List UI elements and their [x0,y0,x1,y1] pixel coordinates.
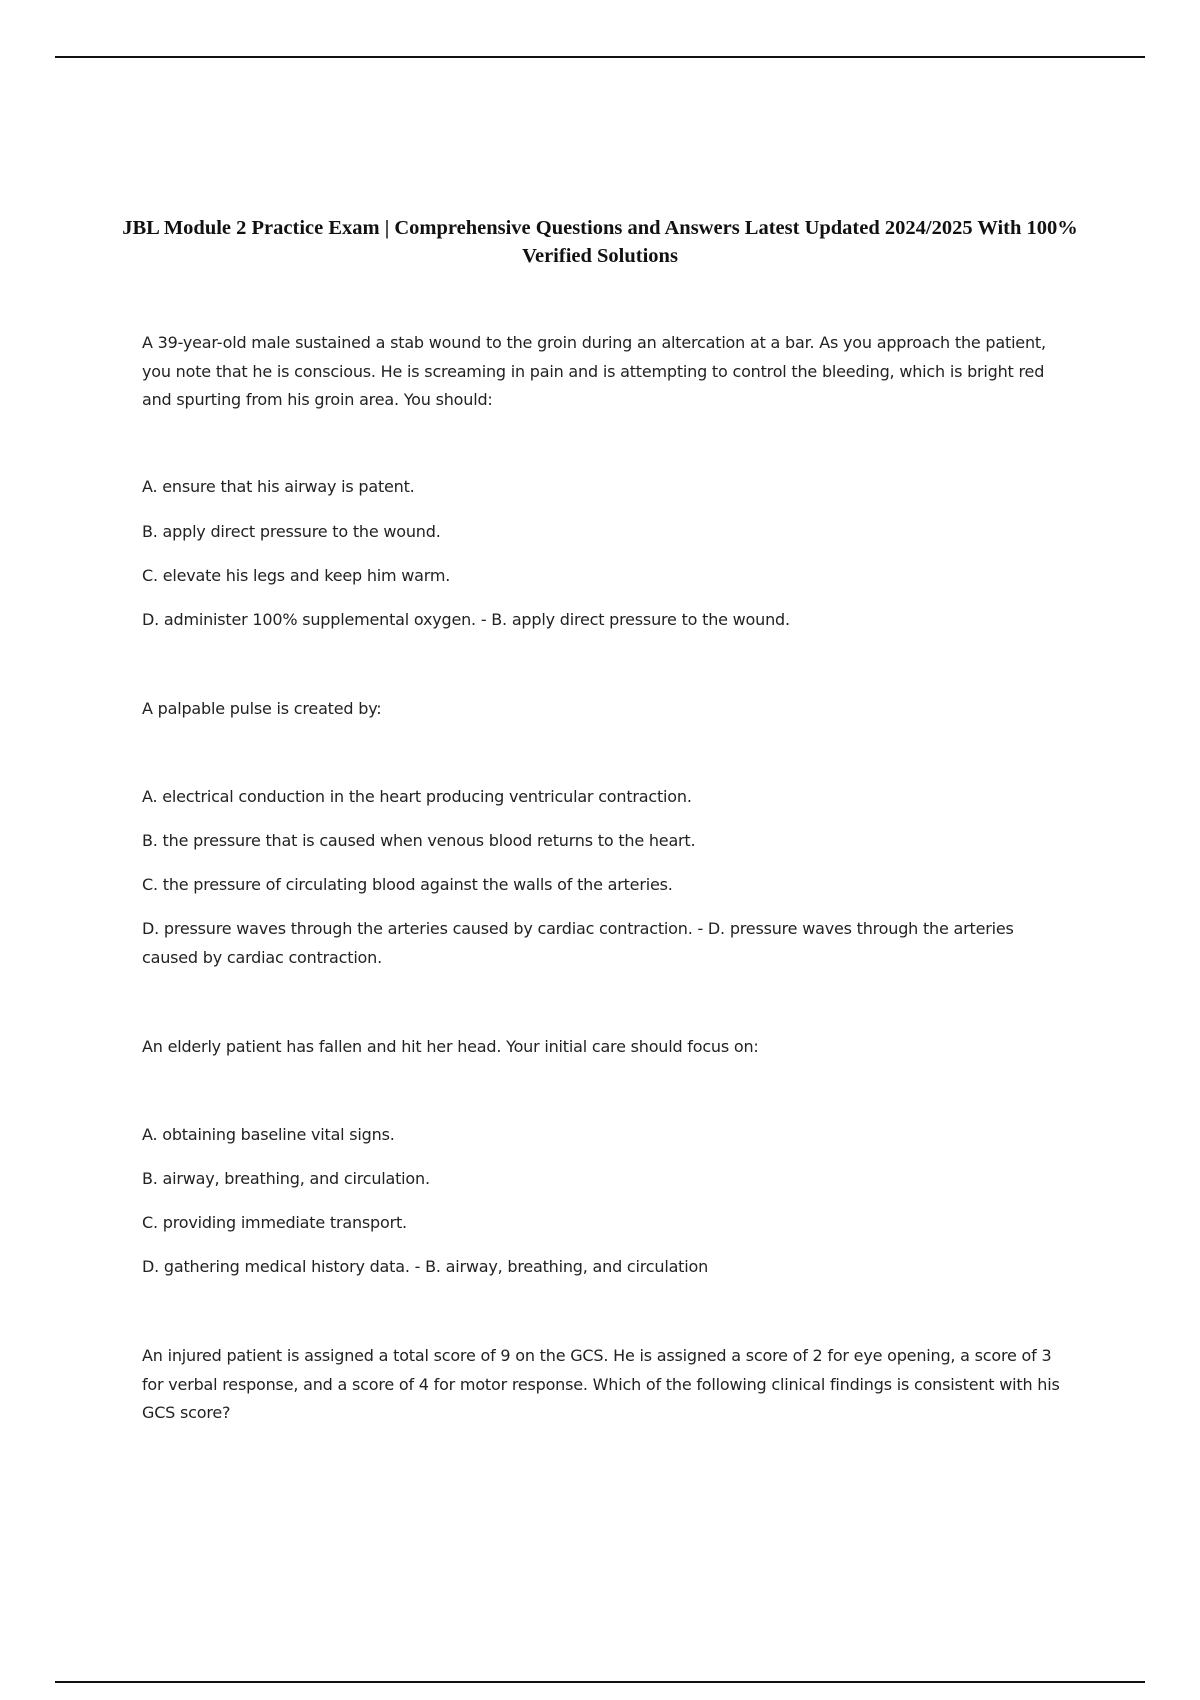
document-title: JBL Module 2 Practice Exam | Comprehensive Questions and Answers Latest Updated 2024/2025 With 100% Verified Solutions [122,217,1078,267]
question-3-option-a: A. obtaining baseline vital signs. [142,1125,395,1144]
question-4-stem: An injured patient is assigned a total score of 9 on the GCS. He is assigned a score of 2 for eye opening, a score of 3 for verbal response, and a score of 4 for motor response. Which of the following clinical findings is consistent with his GCS score? [142,1346,1060,1422]
question-3-option-c: C. providing immediate transport. [142,1213,407,1232]
question-2-option-c: C. the pressure of circulating blood against the walls of the arteries. [142,875,673,894]
question-1-option-c: C. elevate his legs and keep him warm. [142,566,451,585]
footer-rule [55,1681,1145,1683]
question-3-stem: An elderly patient has fallen and hit her head. Your initial care should focus on: [142,1037,759,1056]
question-3-option-b: B. airway, breathing, and circulation. [142,1169,430,1188]
question-1-option-d-answer: D. administer 100% supplemental oxygen. - B. apply direct pressure to the wound. [142,610,790,629]
question-1-stem: A 39-year-old male sustained a stab wound to the groin during an altercation at a bar. As you approach the patient, you note that he is conscious. He is screaming in pain and is attempting to control the bleeding, which is bright red and spurting from his groin area. You should: [142,333,1046,409]
question-2-option-d-answer: D. pressure waves through the arteries caused by cardiac contraction. - D. pressure waves through the arteries caused by cardiac contraction. [142,919,1014,967]
question-3-option-d-answer: D. gathering medical history data. - B. airway, breathing, and circulation [142,1257,709,1276]
question-2-stem: A palpable pulse is created by: [142,699,382,718]
header-rule [55,56,1145,58]
question-1-option-b: B. apply direct pressure to the wound. [142,522,441,541]
question-2-option-b: B. the pressure that is caused when venous blood returns to the heart. [142,831,696,850]
question-1-option-a: A. ensure that his airway is patent. [142,477,415,496]
question-2-option-a: A. electrical conduction in the heart producing ventricular contraction. [142,787,692,806]
